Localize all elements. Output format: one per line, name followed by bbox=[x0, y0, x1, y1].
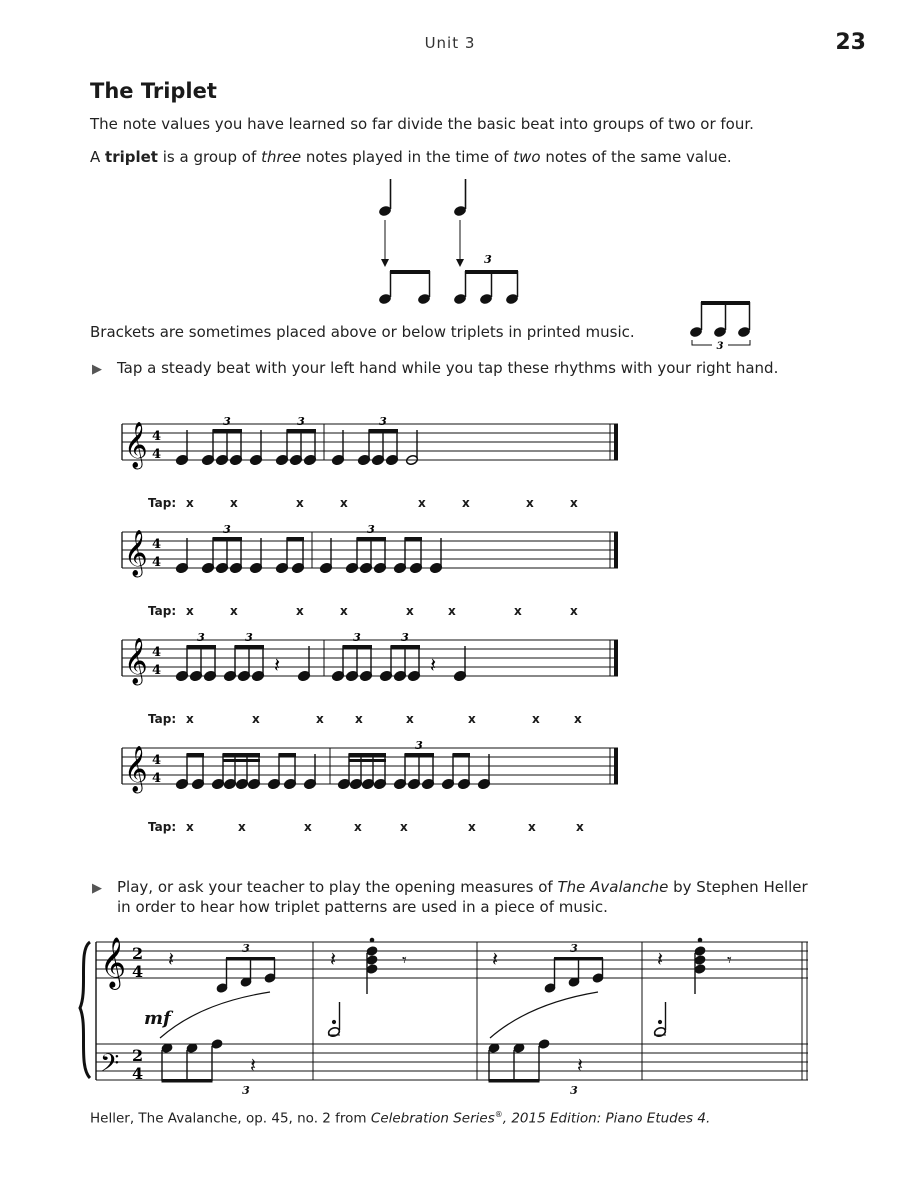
tap-mark: x bbox=[576, 820, 584, 834]
quarter-note-icon bbox=[453, 179, 467, 217]
tap-mark: x bbox=[186, 604, 194, 618]
treble-clef-icon: 𝄞 bbox=[124, 422, 148, 468]
treble-clef-icon: 𝄞 bbox=[100, 937, 127, 988]
svg-text:4: 4 bbox=[152, 645, 162, 660]
rhythm-group bbox=[331, 632, 372, 682]
rhythm-group bbox=[477, 754, 490, 790]
section-title: The Triplet bbox=[90, 79, 217, 103]
piece-title: The Avalanche bbox=[557, 878, 669, 896]
svg-text:4: 4 bbox=[132, 962, 144, 981]
tap-mark: x bbox=[462, 496, 470, 510]
quarter-rest-icon: 𝄽 bbox=[168, 947, 175, 971]
rhythm-staff bbox=[118, 740, 638, 840]
svg-text:3: 3 bbox=[570, 942, 578, 955]
svg-text:3: 3 bbox=[245, 632, 253, 644]
rhythm-group bbox=[319, 538, 332, 574]
rhythm-group bbox=[175, 538, 188, 574]
tap-mark: x bbox=[570, 496, 578, 510]
rhythm-staff bbox=[118, 416, 638, 516]
tap-label: Tap: bbox=[148, 712, 177, 726]
svg-text:4: 4 bbox=[152, 447, 162, 462]
rhythm-group bbox=[201, 524, 242, 574]
tap-mark: x bbox=[406, 712, 414, 726]
tap-mark: x bbox=[448, 604, 456, 618]
rhythm-group bbox=[249, 538, 262, 574]
tap-mark: x bbox=[468, 820, 476, 834]
tap-mark: x bbox=[316, 712, 324, 726]
treble-clef-icon: 𝄞 bbox=[124, 638, 148, 684]
intro-text: The note values you have learned so far divide the basic beat into groups of two or four. bbox=[90, 115, 754, 133]
tap-mark: x bbox=[418, 496, 426, 510]
tap-mark: x bbox=[186, 496, 194, 510]
svg-text:3: 3 bbox=[223, 416, 231, 428]
rhythm-group bbox=[303, 754, 316, 790]
tap-mark: x bbox=[574, 712, 582, 726]
rhythm-staff bbox=[118, 632, 638, 732]
rhythm-group bbox=[429, 538, 442, 574]
svg-text:3: 3 bbox=[570, 1084, 578, 1097]
svg-text:3: 3 bbox=[353, 632, 361, 644]
rhythm-group bbox=[393, 740, 434, 790]
tap-label: Tap: bbox=[148, 604, 177, 618]
svg-text:4: 4 bbox=[152, 429, 162, 444]
tap-mark: x bbox=[526, 496, 534, 510]
svg-text:4: 4 bbox=[152, 537, 162, 552]
svg-text:𝄽: 𝄽 bbox=[250, 1053, 257, 1077]
svg-text:3: 3 bbox=[197, 632, 205, 644]
rhythm-group bbox=[453, 646, 466, 682]
svg-text:2: 2 bbox=[132, 944, 144, 963]
unit-label: Unit 3 bbox=[424, 34, 476, 52]
eighth-rest-icon: 𝄾 bbox=[402, 950, 407, 971]
svg-text:𝄽: 𝄽 bbox=[577, 1053, 584, 1077]
rhythm-group bbox=[331, 430, 344, 466]
term-triplet: triplet bbox=[105, 148, 158, 166]
svg-text:3: 3 bbox=[242, 1084, 250, 1097]
source-caption: Heller, The Avalanche, op. 45, no. 2 from Celebration Series®, 2015 Edition: Piano Etudes 4. bbox=[90, 1110, 711, 1127]
svg-text:3: 3 bbox=[367, 524, 375, 536]
rhythm-group bbox=[430, 653, 436, 677]
rhythm-group bbox=[379, 632, 420, 682]
svg-text:3: 3 bbox=[297, 416, 305, 428]
instruction-tap: Tap a steady beat with your left hand while you tap these rhythms with your right hand. bbox=[117, 359, 779, 377]
tap-mark: x bbox=[532, 712, 540, 726]
svg-text:4: 4 bbox=[152, 663, 162, 678]
quarter-note-icon bbox=[378, 179, 392, 217]
rhythm-group bbox=[175, 632, 216, 682]
svg-text:𝄽: 𝄽 bbox=[274, 653, 281, 677]
rhythm-group bbox=[357, 416, 398, 466]
bullet-arrow-icon: ▶ bbox=[92, 881, 102, 896]
svg-text:𝄾: 𝄾 bbox=[727, 950, 732, 971]
treble-clef-icon: 𝄞 bbox=[124, 530, 148, 576]
svg-text:3: 3 bbox=[484, 253, 492, 266]
definition-text: A triplet is a group of three notes played in the time of two notes of the same value. bbox=[90, 148, 732, 166]
svg-text:4: 4 bbox=[152, 771, 162, 786]
svg-text:𝄽: 𝄽 bbox=[657, 947, 664, 971]
tap-mark: x bbox=[340, 496, 348, 510]
bracket-note-text: Brackets are sometimes placed above or below triplets in printed music. bbox=[90, 323, 635, 341]
svg-text:3: 3 bbox=[379, 416, 387, 428]
tap-mark: x bbox=[186, 820, 194, 834]
bracketed-triplet-icon bbox=[682, 296, 762, 354]
tap-mark: x bbox=[296, 496, 304, 510]
tap-mark: x bbox=[304, 820, 312, 834]
rhythm-group bbox=[274, 653, 280, 677]
bass-clef-icon: 𝄢 bbox=[100, 1049, 120, 1084]
tap-mark: x bbox=[230, 604, 238, 618]
tap-mark: x bbox=[230, 496, 238, 510]
svg-text:4: 4 bbox=[152, 555, 162, 570]
svg-text:𝄽: 𝄽 bbox=[330, 947, 337, 971]
tap-mark: x bbox=[400, 820, 408, 834]
svg-text:4: 4 bbox=[152, 753, 162, 768]
tap-mark: x bbox=[238, 820, 246, 834]
tap-mark: x bbox=[354, 820, 362, 834]
triplet-comparison-diagram bbox=[360, 175, 540, 310]
tap-mark: x bbox=[296, 604, 304, 618]
svg-text:3: 3 bbox=[415, 740, 423, 752]
instruction-listen: Play, or ask your teacher to play the opening measures of The Avalanche by Stephen Heller in order to hear how triplet patterns are used in a piece of music. bbox=[117, 878, 808, 916]
rhythm-group bbox=[201, 416, 242, 466]
rhythm-group bbox=[223, 632, 264, 682]
tap-label: Tap: bbox=[148, 496, 177, 510]
rhythm-group bbox=[337, 753, 386, 790]
rhythm-group bbox=[297, 646, 310, 682]
tap-mark: x bbox=[340, 604, 348, 618]
tap-mark: x bbox=[468, 712, 476, 726]
avalanche-excerpt bbox=[72, 930, 822, 1100]
rhythm-staff bbox=[118, 524, 638, 624]
tap-mark: x bbox=[406, 604, 414, 618]
rhythm-group bbox=[249, 430, 262, 466]
svg-text:2: 2 bbox=[132, 1046, 144, 1065]
rhythm-group bbox=[175, 430, 188, 466]
svg-text:𝄽: 𝄽 bbox=[430, 653, 437, 677]
eighth-note-pair-icon bbox=[378, 270, 431, 305]
bullet-arrow-icon: ▶ bbox=[92, 362, 102, 377]
svg-text:4: 4 bbox=[132, 1064, 144, 1083]
svg-text:𝄽: 𝄽 bbox=[492, 947, 499, 971]
tap-mark: x bbox=[186, 712, 194, 726]
rhythm-group bbox=[211, 753, 260, 790]
treble-clef-icon: 𝄞 bbox=[124, 746, 148, 792]
dynamic-mf: mf bbox=[144, 1008, 171, 1029]
page-number: 23 bbox=[835, 30, 866, 55]
tap-mark: x bbox=[570, 604, 578, 618]
svg-text:3: 3 bbox=[716, 341, 724, 352]
svg-text:3: 3 bbox=[242, 942, 250, 955]
rhythm-group bbox=[345, 524, 386, 574]
tap-mark: x bbox=[514, 604, 522, 618]
svg-text:3: 3 bbox=[223, 524, 231, 536]
rhythm-group bbox=[275, 416, 316, 466]
brace-icon bbox=[80, 942, 90, 1078]
tap-mark: x bbox=[528, 820, 536, 834]
tap-label: Tap: bbox=[148, 820, 177, 834]
tap-mark: x bbox=[355, 712, 363, 726]
tap-mark: x bbox=[252, 712, 260, 726]
svg-text:3: 3 bbox=[401, 632, 409, 644]
